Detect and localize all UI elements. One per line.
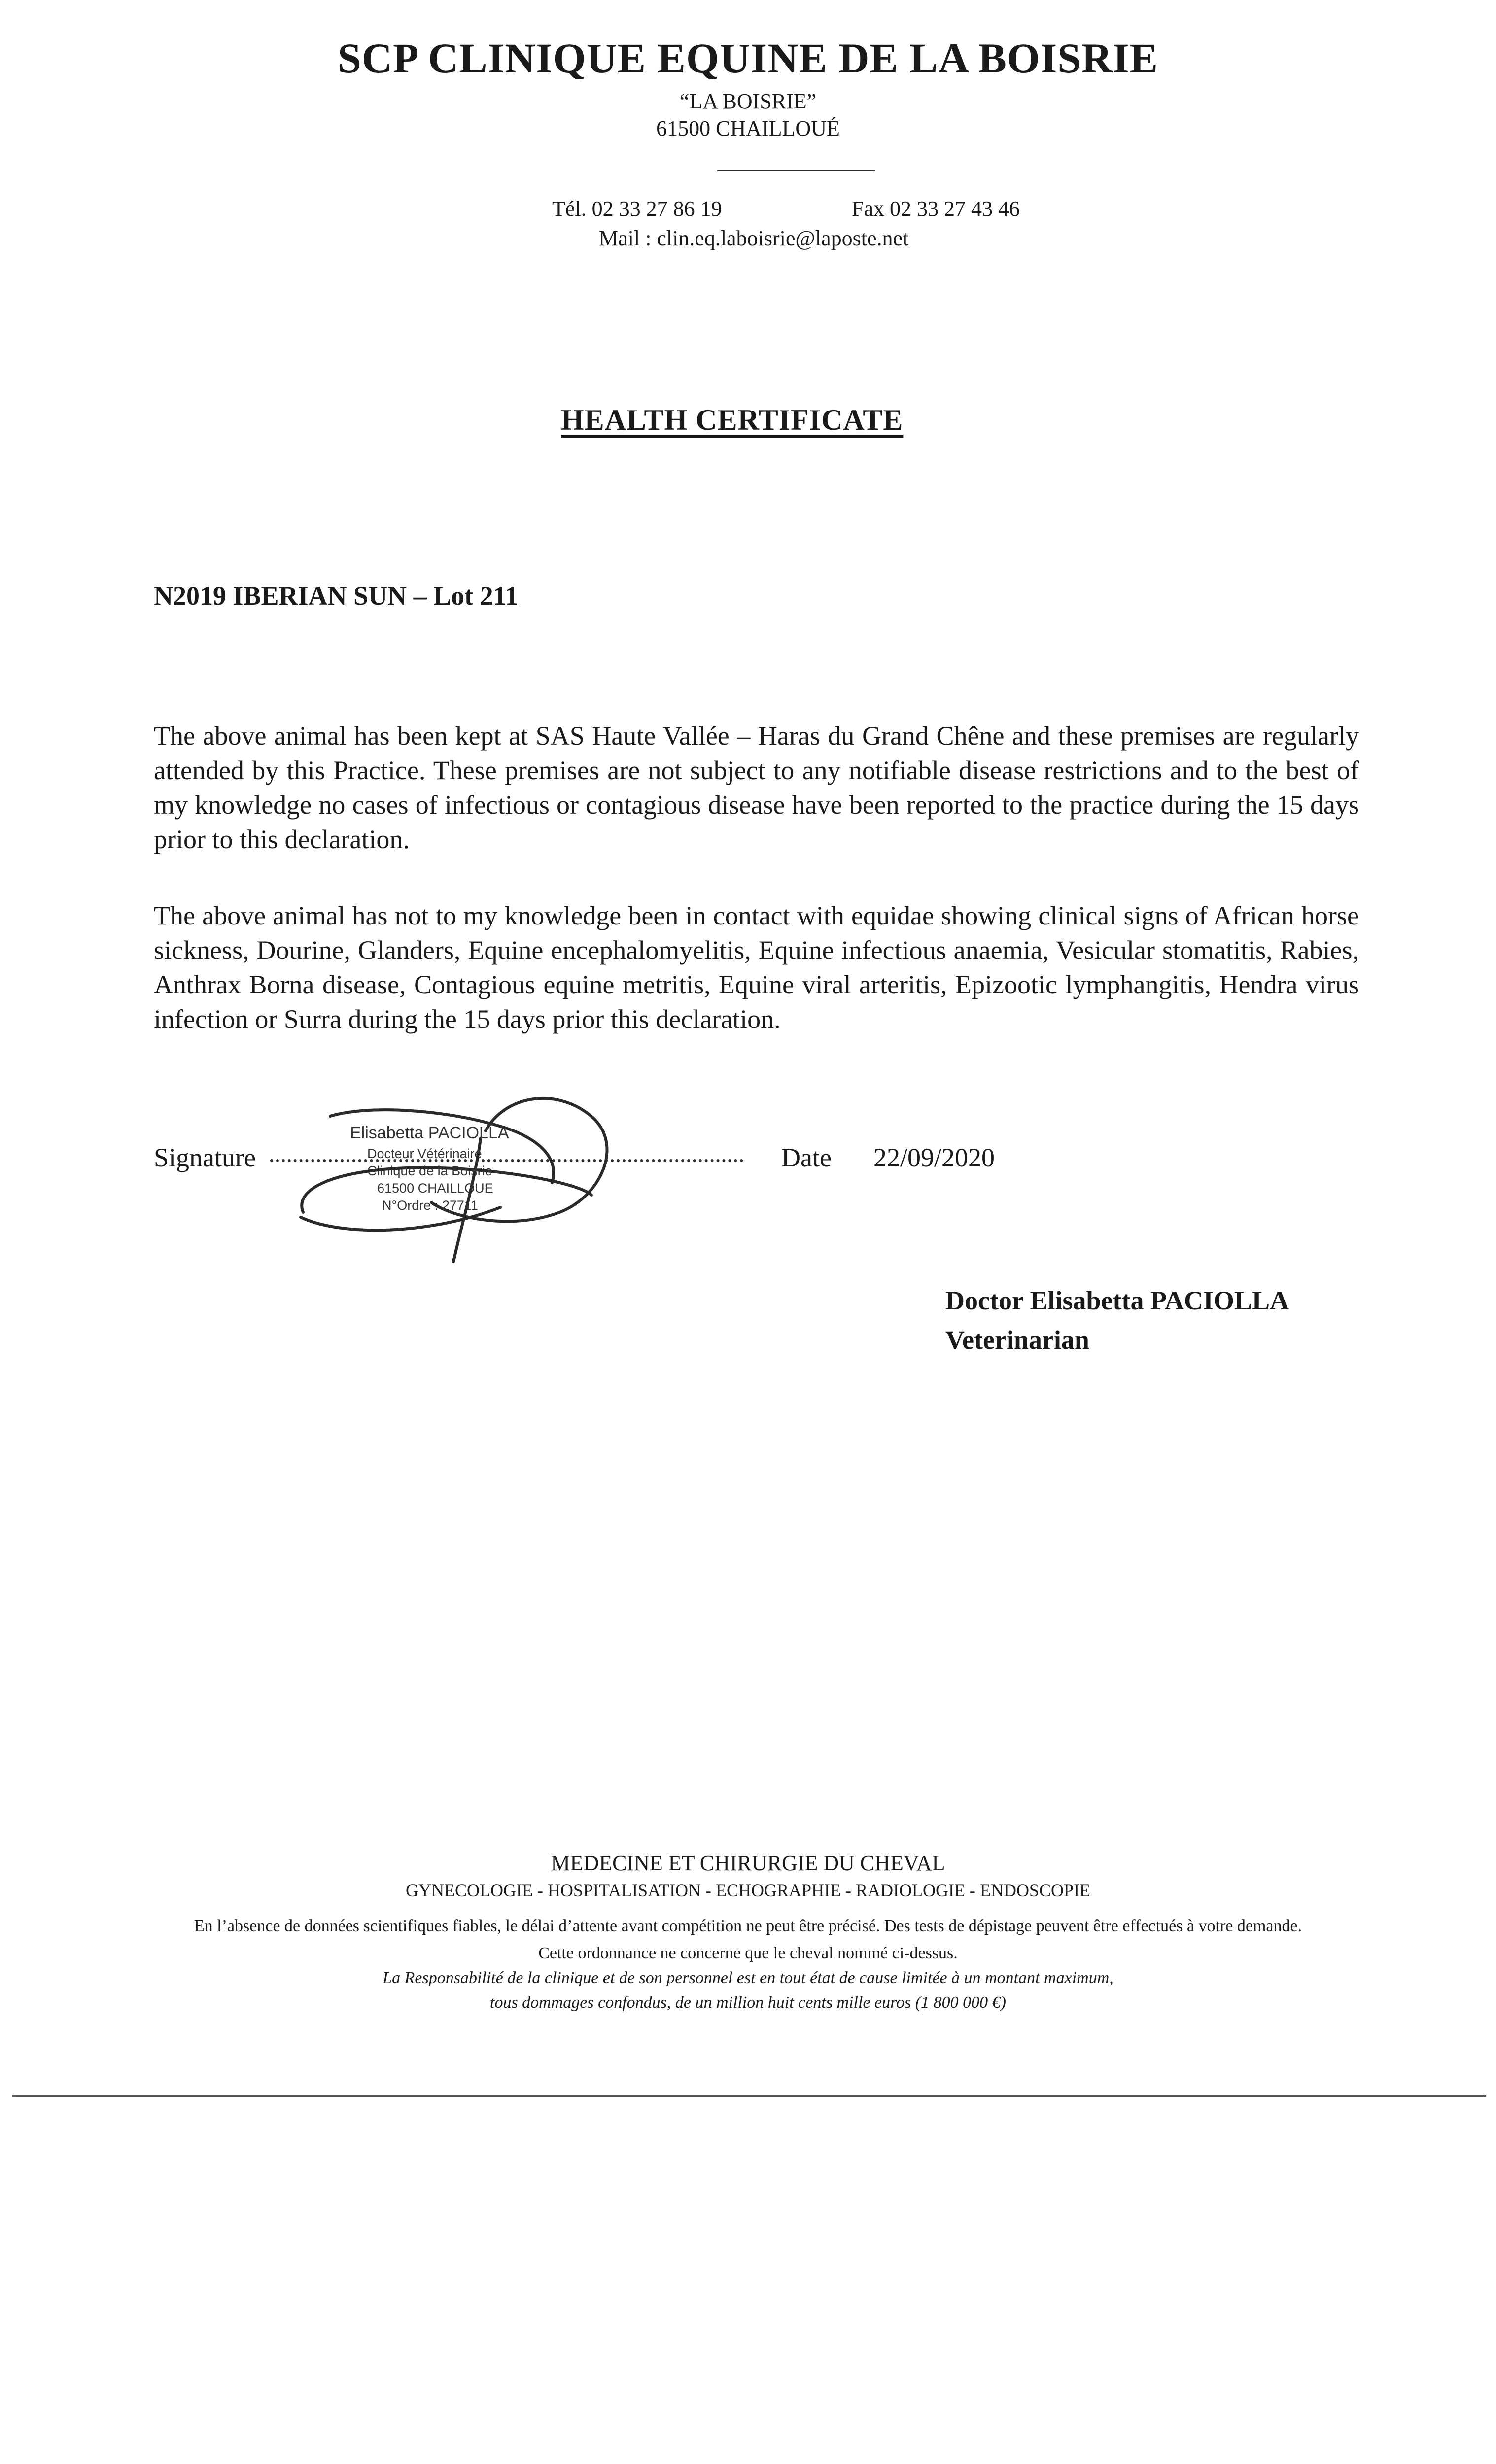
clinic-telephone: Tél. 02 33 27 86 19 bbox=[552, 197, 722, 221]
stamp-line-name: Elisabetta PACIOLLA bbox=[350, 1124, 509, 1142]
stamp-line-clinic: Clinique de la Boisrie bbox=[367, 1164, 492, 1178]
date-label: Date bbox=[781, 1143, 832, 1172]
footer-disclaimer-testing: En l’absence de données scientifiques fiables, le délai d’attente avant compétition ne peut être précisé. Des tests de dépistage peuvent être effectués à votre demande. bbox=[194, 1917, 1302, 1935]
signatory-name: Doctor Elisabetta PACIOLLA bbox=[945, 1286, 1289, 1315]
animal-identification: N2019 IBERIAN SUN – Lot 211 bbox=[154, 581, 519, 611]
declaration-paragraph-premises: The above animal has been kept at SAS Haute Vallée – Haras du Grand Chêne and these premises are regularly attended by this Practice. These premises are not subject to any notifiable disease restrictions and to the best of my knowledge no cases of infectious or contagious disease have been reported to the practice during the 15 days prior to this declaration. bbox=[154, 721, 1359, 854]
signatory-role: Veterinarian bbox=[945, 1325, 1089, 1355]
clinic-address-line2: 61500 CHAILLOUÉ bbox=[656, 116, 840, 140]
stamp-line-order: N°Ordre : 27711 bbox=[382, 1198, 478, 1213]
footer-liability-line2: tous dommages confondus, de un million huit cents mille euros (1 800 000 €) bbox=[490, 1993, 1006, 2012]
clinic-name: SCP CLINIQUE EQUINE DE LA BOISRIE bbox=[337, 34, 1159, 82]
date-value: 22/09/2020 bbox=[873, 1143, 995, 1172]
declaration-paragraph-contact: The above animal has not to my knowledge been in contact with equidae showing clinical signs of African horse sickness, Dourine, Glanders, Equine encephalomyelitis, Equine infectious anaemia, Vesicular stomatitis, Rabies, Anthrax Borna disease, Contagious equine metritis, Equine viral arteritis, Epizootic lymphangitis, Hendra virus infection or Surra during the 15 days prior this declaration. bbox=[154, 901, 1359, 1034]
clinic-fax: Fax 02 33 27 43 46 bbox=[852, 197, 1020, 221]
signature-label: Signature bbox=[154, 1143, 256, 1172]
clinic-address-line1: “LA BOISRIE” bbox=[679, 89, 817, 113]
stamp-line-title: Docteur Vétérinaire bbox=[367, 1146, 482, 1161]
footer-services: GYNECOLOGIE - HOSPITALISATION - ECHOGRAPHIE - RADIOLOGIE - ENDOSCOPIE bbox=[405, 1881, 1090, 1900]
veterinarian-stamp-and-signature bbox=[283, 1089, 638, 1266]
stamp-line-town: 61500 CHAILLOUE bbox=[377, 1181, 493, 1196]
footer-disclaimer-scope: Cette ordonnance ne concerne que le cheval nommé ci-dessus. bbox=[538, 1944, 958, 1962]
handwritten-signature bbox=[301, 1098, 607, 1262]
footer-rule bbox=[12, 2095, 1486, 2097]
footer-specialty: MEDECINE ET CHIRURGIE DU CHEVAL bbox=[551, 1851, 945, 1875]
footer-liability-line1: La Responsabilité de la clinique et de son personnel est en tout état de cause limitée à un montant maximum, bbox=[383, 1969, 1113, 1987]
certificate-title: HEALTH CERTIFICATE bbox=[561, 404, 904, 436]
header-divider bbox=[717, 170, 875, 171]
clinic-email: Mail : clin.eq.laboisrie@laposte.net bbox=[599, 226, 909, 250]
